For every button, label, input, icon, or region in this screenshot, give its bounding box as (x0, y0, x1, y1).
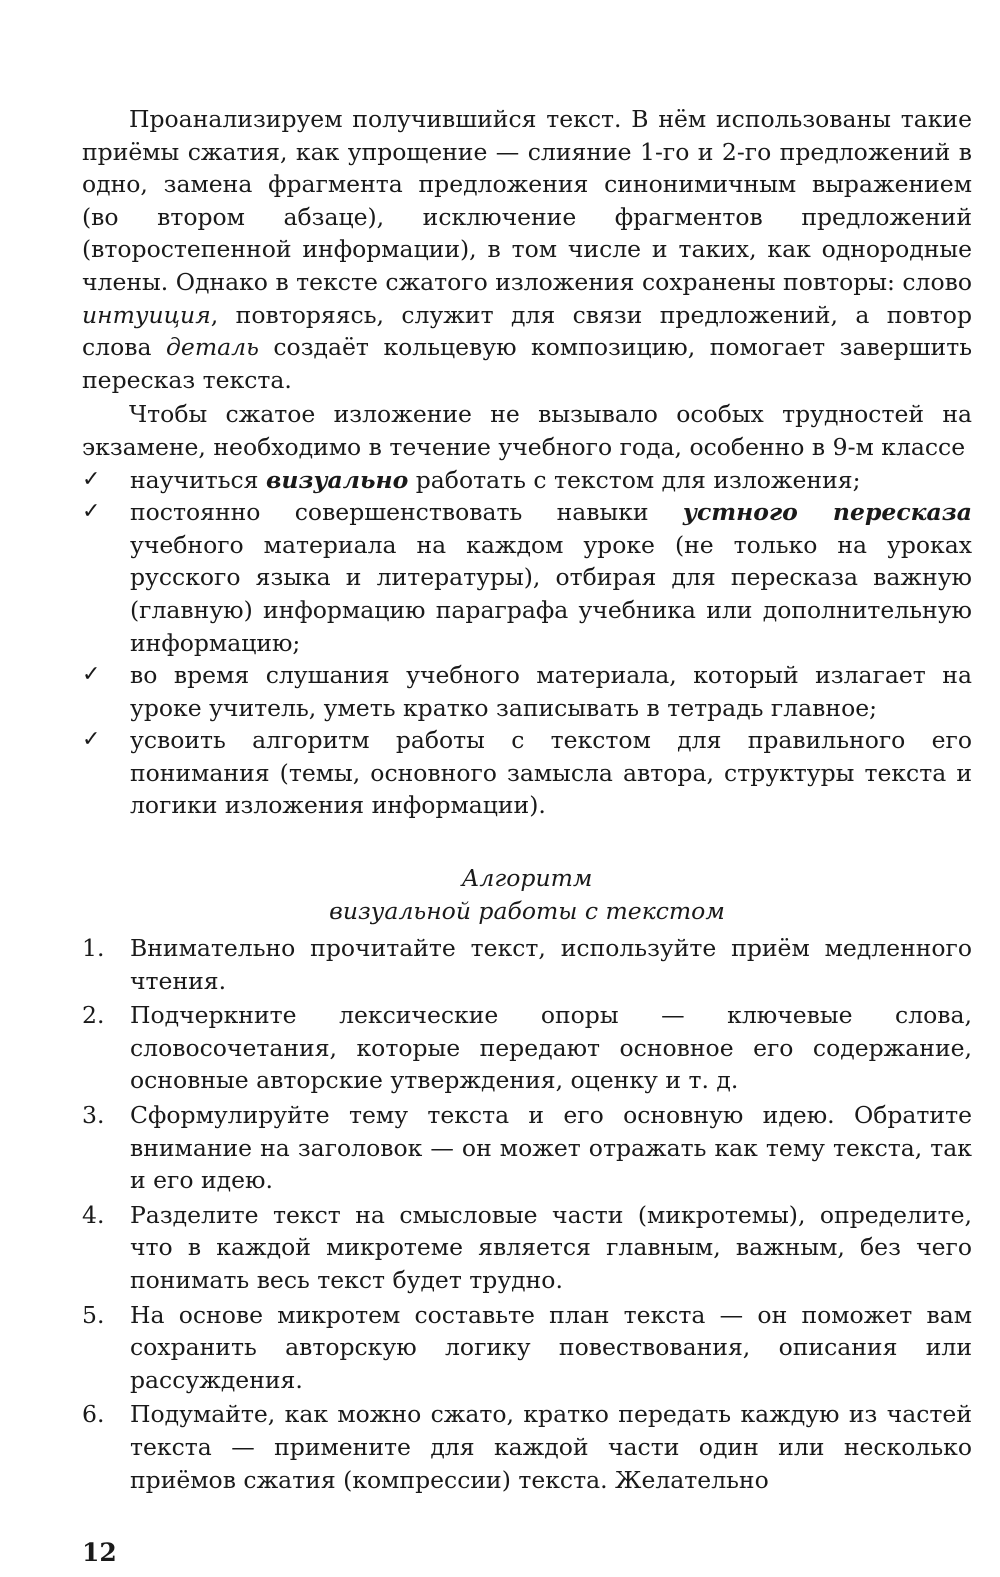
step-item: 2. Подчеркните лексические опоры — ключевые слова, словосочетания, которые передают основное его содержание, основные авторские утверждения, оценку и т. д. (82, 1001, 972, 1095)
italic-word-intuition: интуиция (82, 300, 211, 329)
checkmark-icon: ✓ (82, 662, 101, 688)
checklist-item: ✓ научиться визуально работать с текстом для изложения; (82, 464, 972, 497)
step-number: 3. (82, 1101, 105, 1130)
page-number: 12 (82, 1538, 117, 1567)
checkmark-icon: ✓ (82, 499, 101, 525)
step-number: 6. (82, 1400, 105, 1429)
algorithm-steps (82, 932, 972, 1496)
intro-paragraph: Чтобы сжатое изложение не вызывало особых трудностей на экзамене, необходимо в течение учебного года, особенно в 9-м классе (82, 400, 972, 461)
step-item: 4. Разделите текст на смысловые части (микротемы), определите, что в каждой микротеме является главным, важным, без чего понимать весь текст будет трудно. (82, 1200, 972, 1294)
step-number: 4. (82, 1200, 105, 1229)
checklist-item: ✓ постоянно совершенствовать навыки устного пересказа учебного материала на каждом уроке (не только на уроках русского языка и литературы), отбирая для пересказа важную (главную) информацию параграфа учебника или дополнительную информацию; (82, 498, 972, 657)
analysis-paragraph: Проанализируем получившийся текст. В нём использованы такие приёмы сжатия, как упрощение — слияние 1-го и 2-го предложений в одно, замена фрагмента предложения синонимичным выражением (во втором абзаце), исключение фрагментов предложений (второстепенной информации), в том числе и таких, как однородные члены. Однако в тексте сжатого изложения сохранены повторы: слово интуиция, повторяясь, служит для связи предложений, а повтор слова деталь создаёт кольцевую композицию, помогает завершить пересказ текста. (82, 105, 972, 394)
step-item: 3. Сформулируйте тему текста и его основную идею. Обратите внимание на заголовок — он может отражать как тему текста, так и его идею. (82, 1101, 972, 1195)
step-number: 5. (82, 1300, 105, 1329)
checklist-item: ✓ усвоить алгоритм работы с текстом для правильного его понимания (темы, основного замысла автора, структуры текста и логики изложения информации). (82, 726, 972, 820)
step-item: 1. Внимательно прочитайте текст, используйте приём медленного чтения. (82, 934, 972, 995)
step-item: 5. На основе микротем составьте план текста — он поможет вам сохранить авторскую логику повествования, описания или рассуждения. (82, 1300, 972, 1394)
algorithm-heading (82, 862, 972, 928)
checklist (82, 464, 972, 823)
italic-word-detail: деталь (166, 333, 259, 362)
checkmark-icon: ✓ (82, 727, 101, 753)
checkmark-icon: ✓ (82, 466, 101, 492)
heading-line-1: Алгоритм (461, 864, 593, 893)
emphasis-visually: визуально (265, 465, 409, 494)
page-text (82, 103, 972, 1498)
checklist-item: ✓ во время слушания учебного материала, который излагает на уроке учитель, уметь кратко записывать в тетрадь главное; (82, 661, 972, 722)
step-item: 6. Подумайте, как можно сжато, кратко передать каждую из частей текста — примените для каждой части один или несколько приёмов сжатия (компрессии) текста. Желательно (82, 1400, 972, 1494)
step-number: 2. (82, 1001, 105, 1030)
heading-line-2: визуальной работы с текстом (329, 897, 725, 926)
emphasis-oral-retelling: устного пересказа (682, 498, 972, 527)
step-number: 1. (82, 934, 105, 963)
